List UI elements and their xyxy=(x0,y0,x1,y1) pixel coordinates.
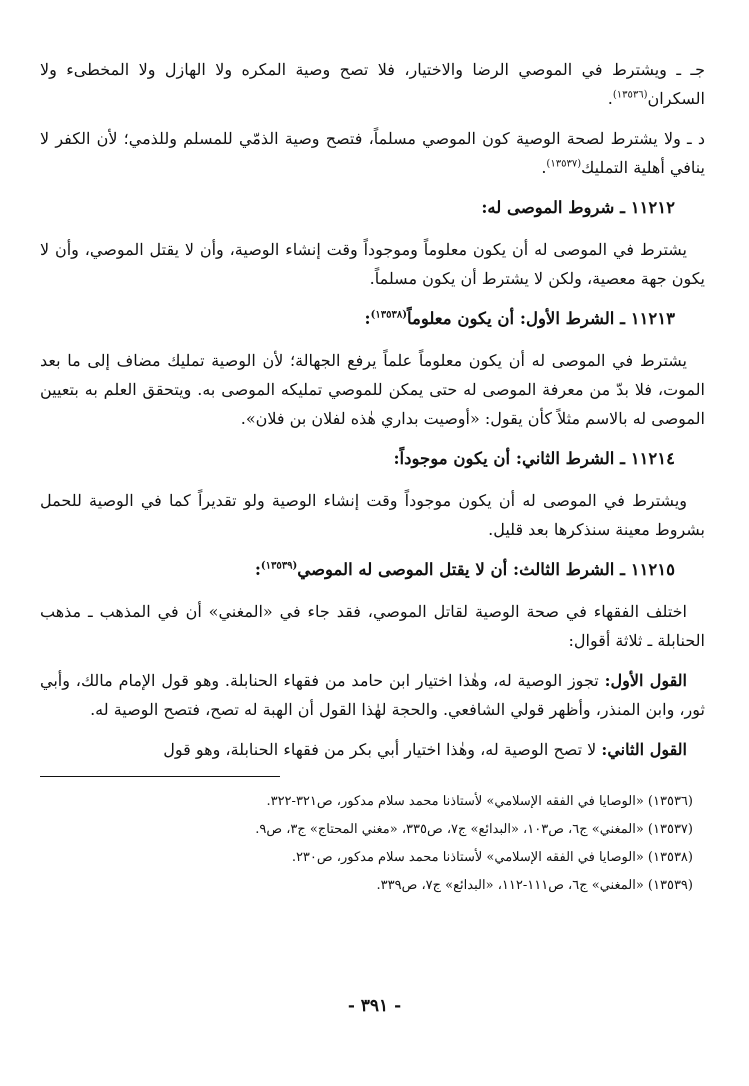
document-page xyxy=(40,55,705,1055)
paragraph-7-text: تجوز الوصية له، وهٰذا اختيار ابن حامد من فقهاء الحنابلة. وهو قول الإمام مالك، وأبي ثور، وابن المنذر، وأظهر قولي الشافعي. والحجة لهٰذا القول أن الهبة له تصح، فتصح الوصية له. xyxy=(40,671,705,719)
section-heading-11213 xyxy=(40,304,675,334)
paragraph-1: جـ ـ ويشترط في الموصي الرضا والاختيار، فلا تصح وصية المكره ولا الهازل ولا المخطىء ولا السكران$^{(١٣٥٣٦)}$. xyxy=(40,60,705,108)
heading-colon: : xyxy=(254,560,261,579)
opinion-label: القول الثاني: xyxy=(601,740,687,759)
footnote: (١٣٥٣٧) «المغني» ج٦، ص١٠٣، «البدائع» ج٧، ص٣٣٥، «مغني المحتاج» ج٣، ص٩. xyxy=(255,822,693,837)
section-heading-11215 xyxy=(40,555,675,585)
footnote: (١٣٥٣٩) «المغني» ج٦، ص١١١-١١٢، «البدائع» ج٧، ص٣٣٩. xyxy=(376,878,693,893)
footnote: (١٣٥٣٦) «الوصايا في الفقه الإسلامي» لأستاذنا محمد سلام مدكور، ص٣٢١-٣٢٢. xyxy=(266,794,693,809)
paragraph-4: يشترط في الموصى له أن يكون معلوماً علماً يرفع الجهالة؛ لأن الوصية تمليك مضاف إلى ما بعد الموت، فلا بدّ من معرفة الموصى له حتى يمكن للموصي تمليكه الموصى به. ويتحقق العلم به بتعيين الموصى له بالاسم مثلاً كأن يقول: «أوصيت بداري هٰذه لفلان بن فلان». xyxy=(40,351,705,428)
page-number: - ٣٩١ - xyxy=(347,996,402,1016)
paragraph-1-text: جـ ـ ويشترط في الموصي الرضا والاختيار، فلا تصح وصية المكره ولا الهازل ولا المخطىء ولا السكران xyxy=(40,60,705,108)
paragraph-5: ويشترط في الموصى له أن يكون موجوداً وقت إنشاء الوصية ولو تقديراً كما في الوصية للحمل بشروط معينة سنذكرها بعد قليل. xyxy=(40,491,705,539)
footnote: (١٣٥٣٨) «الوصايا في الفقه الإسلامي» لأستاذنا محمد سلام مدكور، ص٢٣٠. xyxy=(291,850,693,865)
heading-text: ١١٢١٣ ـ الشرط الأول: أن يكون معلوماً xyxy=(406,309,675,328)
paragraph-2-text: د ـ ولا يشترط لصحة الوصية كون الموصي مسلماً، فتصح وصية الذمّي للمسلم وللذمي؛ لأن الكفر لا ينافي أهلية التمليك xyxy=(40,129,705,177)
paragraph-8 xyxy=(40,735,705,764)
paragraph-8-text: لا تصح الوصية له، وهٰذا اختيار أبي بكر من فقهاء الحنابلة، وهو قول xyxy=(163,740,597,759)
section-heading-11214: ١١٢١٤ ـ الشرط الثاني: أن يكون موجوداً: xyxy=(393,449,675,468)
section-heading-11212: ١١٢١٢ ـ شروط الموصى له: xyxy=(481,198,675,217)
footnotes xyxy=(40,789,705,898)
opinion-label: القول الأول: xyxy=(604,671,688,690)
footnote-ref: (١٣٥٣٧) xyxy=(546,158,582,170)
heading-colon: : xyxy=(364,309,371,328)
footnote-ref: (١٣٥٣٩) xyxy=(260,560,298,572)
paragraph-7 xyxy=(40,666,705,724)
paragraph-6: اختلف الفقهاء في صحة الوصية لقاتل الموصي، فقد جاء في «المغني» أن في المذهب ـ مذهب الحنابلة ـ ثلاثة أقوال: xyxy=(40,602,705,650)
footnote-ref: (١٣٥٣٦) xyxy=(612,89,648,101)
footnote-divider xyxy=(40,776,280,777)
paragraph-3: يشترط في الموصى له أن يكون معلوماً وموجوداً وقت إنشاء الوصية، وأن لا يقتل الموصي، وأن لا يكون جهة معصية، ولكن لا يشترط أن يكون مسلماً. xyxy=(40,240,705,288)
heading-text: ١١٢١٥ ـ الشرط الثالث: أن لا يقتل الموصى له الموصي xyxy=(297,560,675,579)
paragraph-2: د ـ ولا يشترط لصحة الوصية كون الموصي مسلماً، فتصح وصية الذمّي للمسلم وللذمي؛ لأن الكفر لا ينافي أهلية التمليك$^{(١٣٥٣٧)}$. xyxy=(40,129,705,177)
footnote-ref: (١٣٥٣٨) xyxy=(370,309,407,321)
